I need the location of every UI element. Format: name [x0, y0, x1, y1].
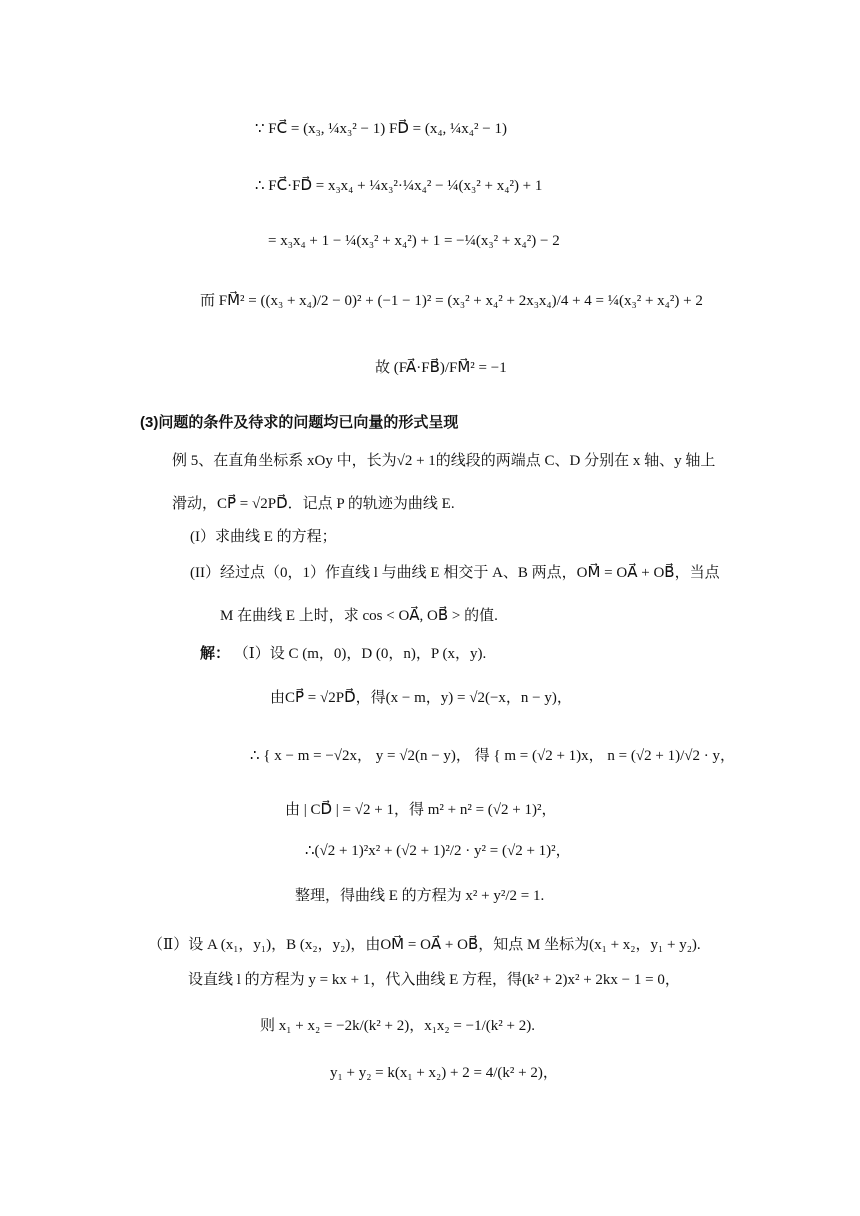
solution-line-7: （Ⅱ）设 A (x₁，y₁)，B (x₂，y₂)，由OM⃗ = OA⃗ + OB⃗，知点 M 坐标为(x₁ + x₂，y₁ + y₂). [148, 937, 701, 953]
equation-fm-squared: 而 FM⃗² = ((x₃ + x₄)/2 − 0)² + (−1 − 1)² = (x₃² + x₄² + 2x₃x₄)/4 + 4 = ¼(x₃² + x₄²) + 2 [200, 293, 703, 309]
solution-line-1 [200, 643, 486, 665]
solution-part-1-setup: （Ⅰ）设 C (m，0)，D (0，n)，P (x，y). [233, 646, 487, 662]
solution-line-3-system: ∴ { x − m = −√2x， y = √2(n − y)， 得 { m = (√2 + 1)x， n = (√2 + 1)/√2 · y， [250, 748, 735, 764]
solution-label: 解： [200, 646, 231, 662]
equation-dot-product: ∴ FC⃗·FD⃗ = x₃x₄ + ¼x₃²·¼x₄² − ¼(x₃² + x₄²) + 1 [255, 178, 543, 194]
solution-line-10: y₁ + y₂ = k(x₁ + x₂) + 2 = 4/(k² + 2)， [330, 1065, 558, 1081]
solution-line-5: ∴(√2 + 1)²x² + (√2 + 1)²/2 · y² = (√2 + 1)²， [305, 843, 571, 859]
equation-fc-fd: ∵ FC⃗ = (x₃, ¼x₃² − 1) FD⃗ = (x₄, ¼x₄² − 1) [255, 121, 507, 137]
solution-line-4: 由 | CD⃗ | = √2 + 1，得 m² + n² = (√2 + 1)²， [285, 802, 557, 818]
equation-simplified: = x₃x₄ + 1 − ¼(x₃² + x₄²) + 1 = −¼(x₃² + x₄²) − 2 [268, 233, 560, 249]
question-part-2-continued: M 在曲线 E 上时，求 cos < OA⃗, OB⃗ > 的值. [220, 608, 498, 624]
example-statement-line2: 滑动，CP⃗ = √2PD⃗．记点 P 的轨迹为曲线 E. [172, 496, 455, 512]
solution-line-2: 由CP⃗ = √2PD⃗，得(x − m，y) = √2(−x，n − y)， [270, 690, 572, 706]
solution-line-9: 则 x₁ + x₂ = −2k/(k² + 2)，x₁x₂ = −1/(k² + 2). [260, 1018, 535, 1034]
solution-line-8: 设直线 l 的方程为 y = kx + 1，代入曲线 E 方程，得(k² + 2)x² + 2kx − 1 = 0， [188, 972, 680, 988]
question-part-1: (I）求曲线 E 的方程； [190, 529, 337, 545]
section-heading: (3)问题的条件及待求的问题均已向量的形式呈现 [140, 414, 459, 431]
solution-line-6: 整理，得曲线 E 的方程为 x² + y²/2 = 1. [295, 888, 545, 904]
equation-ratio: 故 (FA⃗·FB⃗)/FM⃗² = −1 [375, 360, 507, 376]
example-statement-line1: 例 5、在直角坐标系 xOy 中，长为√2 + 1的线段的两端点 C、D 分别在 x 轴、y 轴上 [172, 453, 716, 469]
question-part-2: (II）经过点（0，1）作直线 l 与曲线 E 相交于 A、B 两点，OM⃗ = OA⃗ + OB⃗，当点 [190, 565, 720, 581]
